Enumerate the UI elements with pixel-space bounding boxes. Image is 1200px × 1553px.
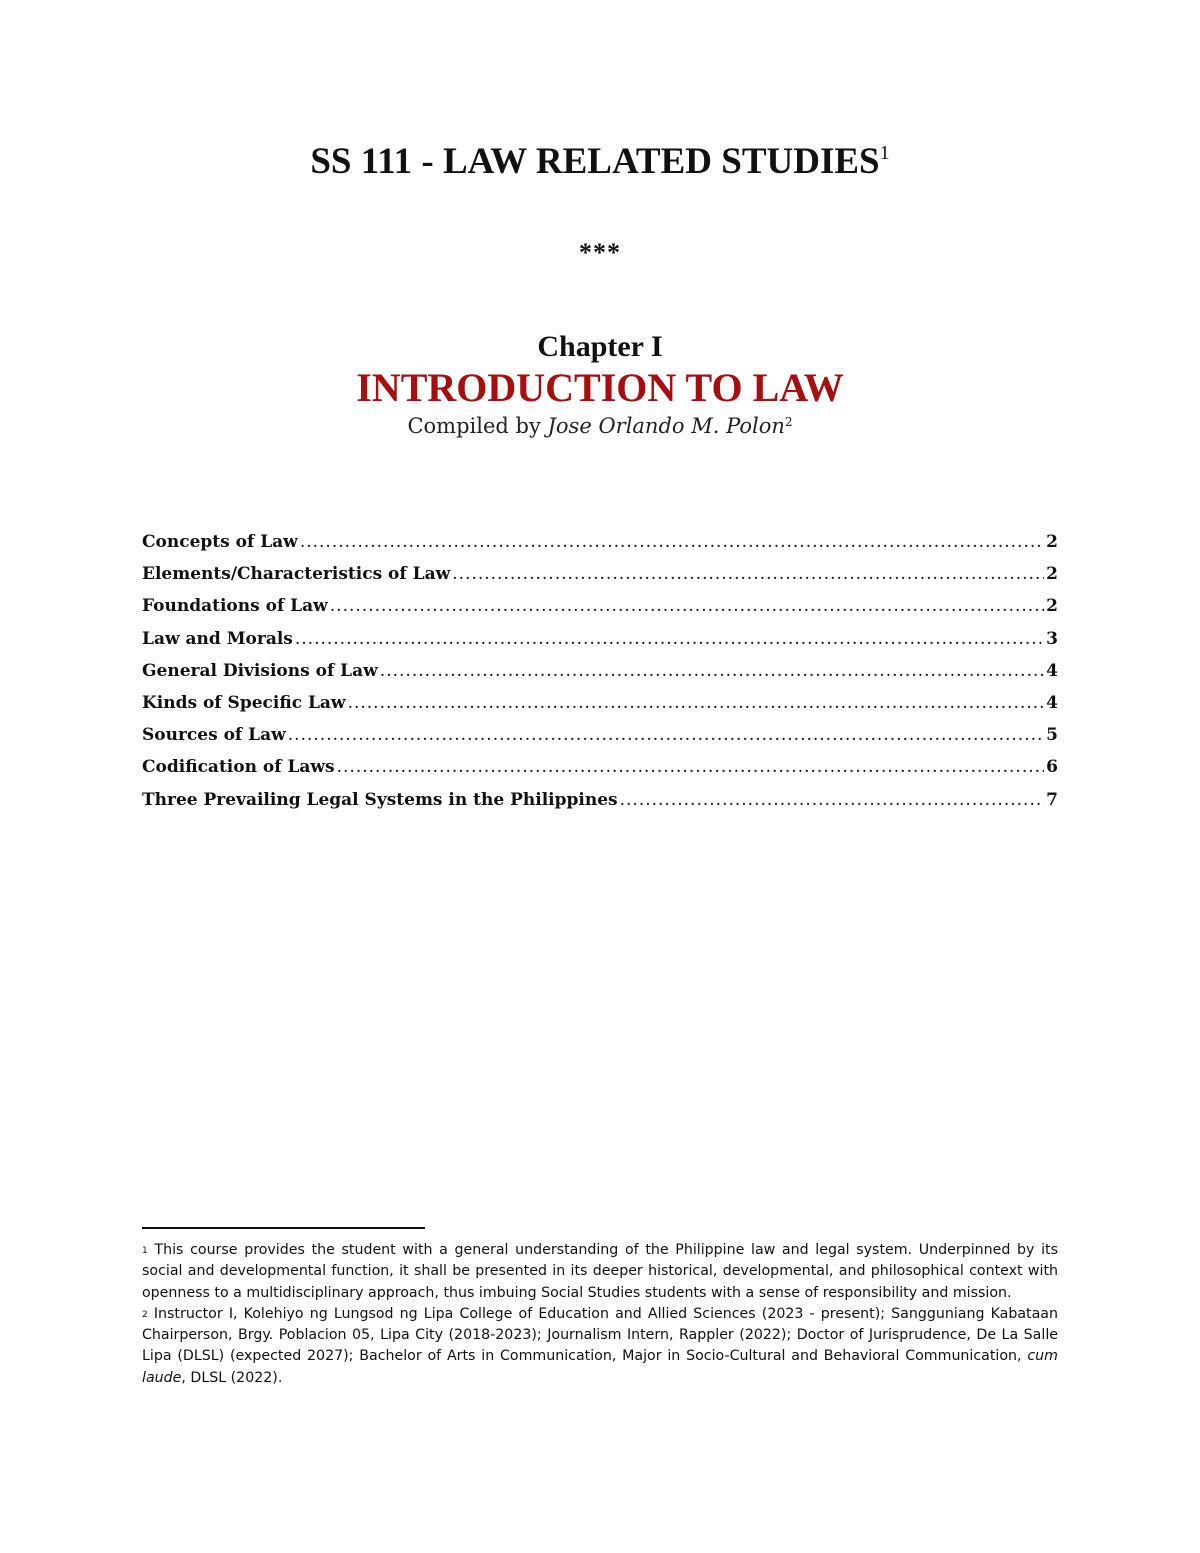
toc-entry-label: Three Prevailing Legal Systems in the Philippines [142,789,618,810]
toc-entry[interactable] [142,693,1058,725]
footnote-ref-1[interactable]: 1 [879,142,890,164]
toc-entry-label: Concepts of Law [142,532,298,552]
toc-entry[interactable] [142,596,1058,628]
toc-entry-page: 2 [1046,532,1058,552]
footnote-1-text: This course provides the student with a general understanding of the Philippine law and legal system. Underpinned by its social and developmental function, it shall be presented in its deeper historical, developmental, and philosophical context with openness to a multidisciplinary approach, thus imbuing Social Studies students with a sense of responsibility and mission. [142,1242,1059,1301]
toc-entry-label: Elements/Characteristics of Law [142,564,451,585]
footnote-2 [142,1304,1058,1389]
footnote-1 [142,1240,1058,1304]
toc-entry[interactable] [142,790,1058,822]
footnote-1-marker: 1 [142,1246,148,1256]
toc-entry[interactable] [142,757,1058,789]
footnote-2-honor: cum laude [142,1348,1058,1386]
chapter-title: INTRODUCTION TO LAW [356,365,844,410]
toc-entry-label: Sources of Law [142,725,286,746]
footnotes [142,1240,1058,1389]
toc-entry-label: General Divisions of Law [142,660,378,681]
footnote-2-text-end: , DLSL (2022). [181,1369,283,1386]
toc-leader-dots [295,629,1044,649]
toc-entry-page: 2 [1046,564,1058,585]
toc-entry[interactable] [142,629,1058,661]
chapter-label: Chapter I [537,330,663,363]
toc-entry-label: Codification of Laws [142,757,335,778]
course-title-text: SS 111 - LAW RELATED STUDIES [310,141,880,182]
toc-entry-page: 6 [1046,757,1058,778]
footnote-2-text: Instructor I, Kolehiyo ng Lungsod ng Lipa College of Education and Allied Sciences (2023 - present); Sangguniang Kabataan Chairperson, Brgy. Poblacion 05, Lipa City (2018-2023); Journalism Intern, Rappler (2022); Doctor of Jurisprudence, De La Salle Lipa (DLSL) (expected 2027); Bachelor of Arts in Communication, Major in Socio-Cultural and Behavioral Communication, [142,1305,1058,1365]
toc-leader-dots [337,757,1045,777]
toc-entry-page: 2 [1046,596,1058,617]
footnote-ref-2[interactable]: 2 [784,415,793,429]
toc-entry-label: Kinds of Specific Law [142,692,346,713]
toc-leader-dots [620,790,1045,810]
toc-entry-page: 3 [1046,628,1058,649]
toc-entry[interactable] [142,725,1058,757]
toc-entry-label: Foundations of Law [142,596,328,617]
toc-leader-dots [288,725,1044,745]
toc-leader-dots [330,596,1044,616]
toc-entry-label: Law and Morals [142,628,293,649]
author-name: Jose Orlando M. Polon [547,414,785,438]
footnote-divider [142,1227,425,1229]
table-of-contents [142,532,1058,822]
toc-entry-page: 4 [1046,692,1058,713]
toc-entry-page: 5 [1046,725,1058,746]
section-separator: *** [579,238,621,267]
toc-entry[interactable] [142,564,1058,596]
compiled-by-prefix: Compiled by [407,414,541,438]
toc-entry[interactable] [142,532,1058,564]
toc-entry-page: 4 [1046,660,1058,681]
course-title [0,140,1200,183]
toc-leader-dots [452,564,1044,584]
toc-leader-dots [300,532,1044,552]
toc-entry[interactable] [142,661,1058,693]
compiled-by-line [0,414,1200,438]
footnote-2-marker: 2 [142,1309,148,1320]
toc-entry-page: 7 [1046,789,1058,810]
toc-leader-dots [380,661,1044,681]
toc-leader-dots [348,693,1045,713]
